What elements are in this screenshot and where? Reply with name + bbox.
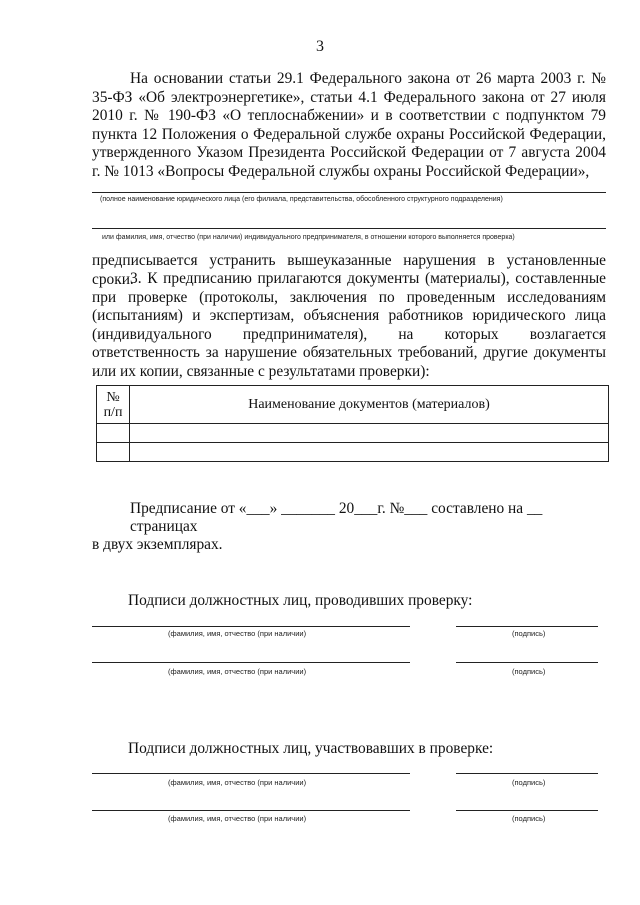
- entrepreneur-caption: или фамилия, имя, отчество (при наличии) индивидуального предпринимателя, в отношении которого выполняется проверка): [102, 234, 515, 241]
- table-header-row: [97, 386, 609, 424]
- prescription-line-1-text: Предписание от «___» _______ 20___г. №___ составлено на __ страницах: [130, 500, 543, 535]
- table-header-num: [97, 386, 130, 424]
- prescription-line-1: [92, 500, 606, 536]
- table-cell: [130, 424, 609, 443]
- signature-sign-line: [456, 626, 598, 627]
- attached-documents-paragraph: 3. К предписанию прилагаются документы (материалы), составленные при проверке (протоколы, заключения по проведенным исследованиям (испытаниям) и экспертизам, объяснения работников юридического лица (индивидуального предпринимателя), на которых возлагается ответственность за нарушение обязательных требований, другие документы или их копии, связанные с результатами проверки):: [92, 270, 606, 380]
- num-header-line2: п/п: [103, 404, 123, 420]
- table-cell: [97, 443, 130, 462]
- prescription-block: [92, 500, 606, 554]
- signature-sign-line: [456, 662, 598, 663]
- signature-sign-caption: (подпись): [512, 778, 546, 787]
- signature-sign-line: [456, 773, 598, 774]
- signatures-conducting-title: Подписи должностных лиц, проводивших проверку:: [128, 592, 473, 609]
- signature-name-caption: (фамилия, имя, отчество (при наличии): [168, 814, 307, 823]
- signature-name-line: [92, 662, 410, 663]
- prescription-line-2: в двух экземплярах.: [92, 536, 223, 553]
- signature-name-line: [92, 810, 410, 811]
- table-cell: [97, 424, 130, 443]
- legal-entity-line: [92, 192, 606, 193]
- signature-name-caption: (фамилия, имя, отчество (при наличии): [168, 778, 307, 787]
- signature-sign-caption: (подпись): [512, 814, 546, 823]
- documents-table: [96, 385, 609, 462]
- prescribed-paragraph: предписывается устранить вышеуказанные нарушения в установленные сроки.: [92, 252, 606, 288]
- table-cell: [130, 443, 609, 462]
- page-number: 3: [316, 38, 324, 55]
- signature-sign-caption: (подпись): [512, 629, 546, 638]
- table-header-title: Наименование документов (материалов): [130, 386, 609, 424]
- intro-paragraph: На основании статьи 29.1 Федерального закона от 26 марта 2003 г. № 35-ФЗ «Об электроэнергетике», статьи 4.1 Федерального закона от 27 июля 2010 г. № 190-ФЗ «О теплоснабжении» и в соответствии с подпунктом 79 пункта 12 Положения о Федеральной службе охраны Российской Федерации, утвержденного Указом Президента Российской Федерации от 7 августа 2004 г. № 1013 «Вопросы Федеральной службы охраны Российской Федерации»,: [92, 70, 606, 180]
- signature-name-caption: (фамилия, имя, отчество (при наличии): [168, 667, 307, 676]
- entrepreneur-line: [92, 228, 606, 229]
- table-row: [97, 443, 609, 462]
- num-header-line1: №: [106, 389, 120, 405]
- legal-entity-caption: (полное наименование юридического лица (его филиала, представительства, обособленного структурного подразделения): [100, 196, 503, 203]
- signature-name-line: [92, 773, 410, 774]
- signature-name-line: [92, 626, 410, 627]
- table-row: [97, 424, 609, 443]
- signature-sign-line: [456, 810, 598, 811]
- signatures-participating-title: Подписи должностных лиц, участвовавших в проверке:: [128, 740, 494, 757]
- signature-sign-caption: (подпись): [512, 667, 546, 676]
- signature-name-caption: (фамилия, имя, отчество (при наличии): [168, 629, 307, 638]
